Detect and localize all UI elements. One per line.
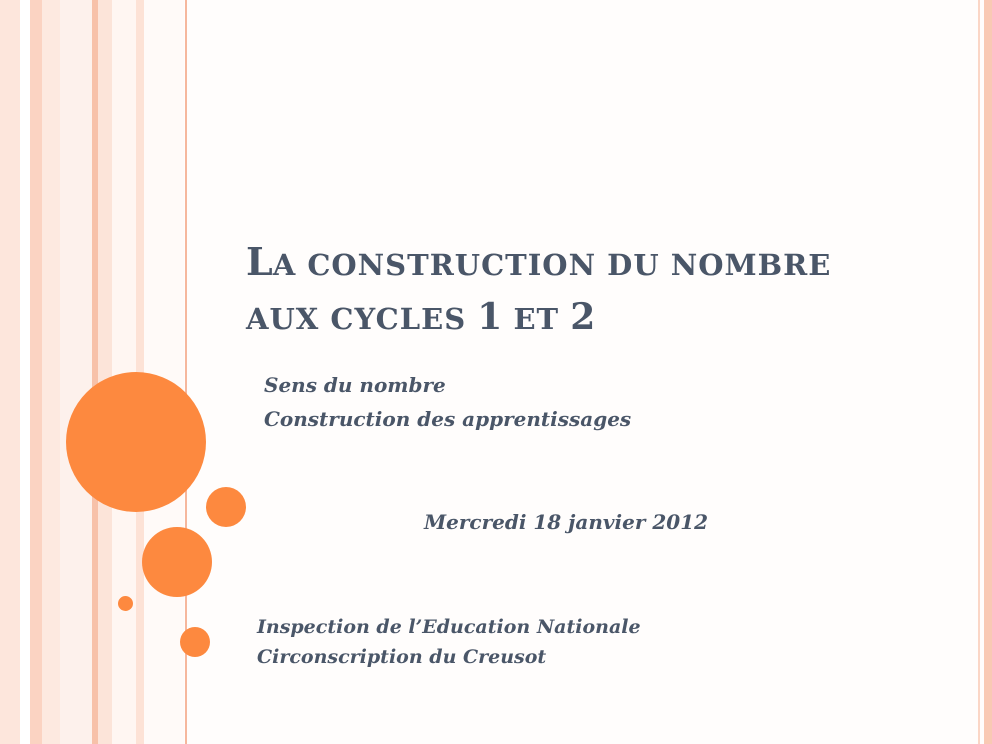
title-line-1 [246, 236, 926, 291]
decorative-circle-large [66, 372, 206, 512]
decorative-circle-medium [206, 487, 246, 527]
slide-subtitle [264, 368, 631, 436]
slide-organization [257, 612, 641, 672]
slide-date: Mercredi 18 janvier 2012 [424, 510, 709, 534]
decorative-circle-small [180, 627, 210, 657]
decorative-circle-tiny [118, 596, 133, 611]
decorative-stripe [30, 0, 42, 744]
title-number: 1 [477, 296, 503, 338]
title-smallcaps-text: ET [502, 302, 571, 336]
title-number: 2 [570, 296, 596, 338]
title-smallcaps-text: AUX CYCLES [246, 302, 478, 336]
decorative-stripe-right [978, 0, 980, 744]
title-line-2 [246, 291, 926, 345]
decorative-stripe [42, 0, 60, 744]
decorative-stripe-right [984, 0, 992, 744]
decorative-stripe [98, 0, 112, 744]
title-initial-cap: L [246, 239, 273, 284]
slide-title [246, 236, 926, 345]
decorative-stripe [60, 0, 92, 744]
subtitle-line: Sens du nombre [264, 373, 446, 397]
organization-line: Circonscription du Creusot [257, 646, 547, 668]
subtitle-line: Construction des apprentissages [264, 407, 632, 431]
decorative-circle-medium [142, 527, 212, 597]
organization-line: Inspection de l’Education Nationale [257, 616, 641, 638]
decorative-stripe [144, 0, 184, 744]
decorative-stripe [20, 0, 30, 744]
decorative-stripe [0, 0, 20, 744]
title-smallcaps-text: A CONSTRUCTION DU NOMBRE [272, 248, 832, 282]
